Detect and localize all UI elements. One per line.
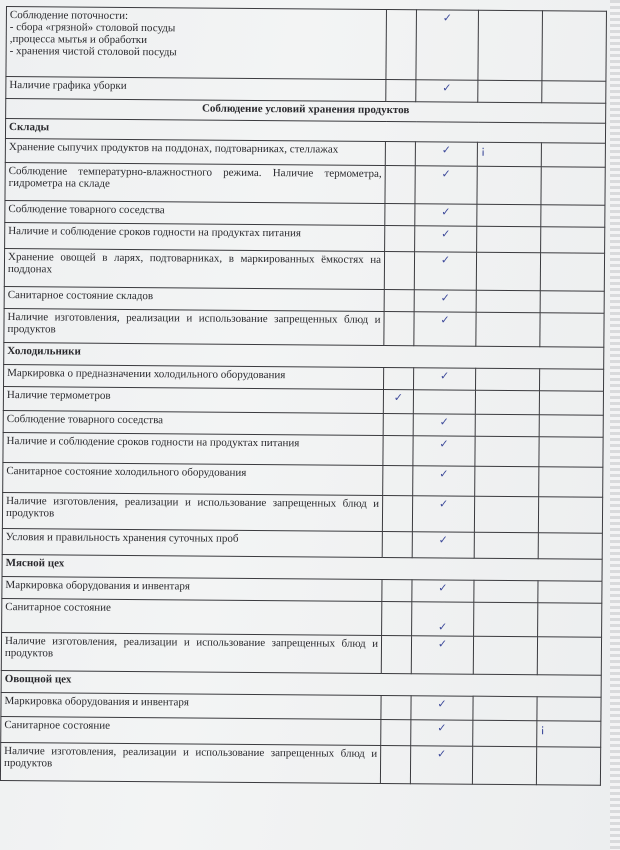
check-mark: ✓ xyxy=(415,226,477,252)
table-row xyxy=(1,632,601,675)
check-mark: ✓ xyxy=(412,496,474,532)
criterion-line: - хранения чистой столовой посуды xyxy=(9,45,177,59)
check-mark: ✓ xyxy=(414,252,476,290)
table-row xyxy=(6,7,607,82)
check-mark: ✓ xyxy=(410,746,472,784)
empty-cell xyxy=(542,11,607,82)
empty-cell xyxy=(539,415,603,438)
check-mark: ✓ xyxy=(415,166,477,204)
empty-cell xyxy=(541,167,605,206)
check-mark: ✓ xyxy=(412,532,474,558)
empty-cell xyxy=(383,465,413,495)
section-title: Соблюдение условий хранения продуктов xyxy=(6,99,606,124)
empty-cell xyxy=(473,636,537,675)
category-title: Овощной цех xyxy=(1,670,601,697)
empty-cell xyxy=(475,414,539,437)
empty-cell xyxy=(538,603,602,638)
empty-cell xyxy=(540,253,604,292)
criterion-text: Наличие изготовления, реализации и использование запрещенных блюд и продуктов xyxy=(2,492,382,531)
empty-cell xyxy=(475,368,539,391)
criterion-text: Соблюдение товарного соседства xyxy=(3,410,383,435)
check-mark: ✓ xyxy=(383,389,413,413)
empty-cell xyxy=(385,141,415,165)
category-title: Холодильники xyxy=(4,342,604,369)
check-mark: ✓ xyxy=(414,312,476,346)
criterion-text: Наличие и соблюдение сроков годности на продуктах питания xyxy=(5,222,385,251)
empty-cell xyxy=(478,10,543,81)
check-mark: ✓ xyxy=(413,466,475,496)
empty-cell xyxy=(384,289,414,311)
criterion-text: Наличие изготовления, реализации и использование запрещенных блюд и продуктов xyxy=(1,632,381,673)
empty-cell xyxy=(539,467,603,498)
empty-cell xyxy=(537,637,601,676)
criterion-text: Наличие изготовления, реализации и использование запрещенных блюд и продуктов xyxy=(4,308,384,345)
empty-cell xyxy=(381,695,411,719)
check-mark: ✓ xyxy=(416,10,479,80)
empty-cell xyxy=(382,579,412,601)
empty-cell xyxy=(476,312,540,347)
empty-cell xyxy=(381,719,411,745)
table-row xyxy=(2,598,602,637)
empty-cell xyxy=(538,581,602,604)
empty-cell xyxy=(382,531,412,557)
empty-cell xyxy=(541,205,605,228)
criterion-text: Санитарное состояние xyxy=(2,598,382,635)
check-mark: ✓ xyxy=(413,414,475,436)
check-mark: ✓ xyxy=(411,720,473,746)
empty-cell xyxy=(541,227,605,254)
criterion-text: Наличие изготовления, реализации и использование запрещенных блюд и продуктов xyxy=(0,742,380,783)
criterion-line: ,процесса мытья и обработки xyxy=(9,33,148,47)
criterion-text: Санитарное состояние xyxy=(1,716,381,745)
empty-cell xyxy=(383,367,413,389)
criterion-line: Соблюдение поточности: xyxy=(9,9,129,22)
criterion-text: Хранение сыпучих продуктов на поддонах, подтоварниках, стеллажах xyxy=(5,138,385,165)
check-mark: ✓ xyxy=(414,290,476,312)
criterion-text: Условия и правильность хранения суточных проб xyxy=(2,528,382,557)
empty-cell xyxy=(380,745,410,783)
check-mark: ✓ xyxy=(416,80,478,102)
empty-cell xyxy=(541,143,605,168)
empty-cell xyxy=(383,435,413,465)
table-row xyxy=(0,742,600,785)
criterion-text: Маркировка о предназначении холодильного оборудования xyxy=(4,364,384,389)
table-row xyxy=(2,492,602,533)
criterion-text: Санитарное состояние складов xyxy=(4,286,384,311)
empty-cell xyxy=(474,496,538,533)
empty-cell xyxy=(385,225,415,251)
empty-cell xyxy=(386,79,416,101)
empty-cell xyxy=(536,747,600,786)
criterion-cell xyxy=(6,7,387,80)
criterion-text: Соблюдение товарного соседства xyxy=(5,200,385,225)
empty-cell xyxy=(475,466,539,497)
empty-cell xyxy=(477,166,541,205)
criterion-text: Санитарное состояние холодильного оборудования xyxy=(3,462,383,495)
empty-cell xyxy=(539,391,603,416)
criterion-text: Хранение овощей в ларях, подтоварниках, в маркированных ёмкостях на поддонах xyxy=(4,248,384,289)
criterion-text: Наличие и соблюдение сроков годности на продуктах питания xyxy=(3,432,383,465)
empty-cell xyxy=(538,533,602,560)
empty-cell xyxy=(383,413,413,435)
empty-cell xyxy=(413,390,475,414)
check-mark: ✓ xyxy=(412,602,474,636)
empty-cell xyxy=(382,495,412,531)
inspection-checklist-table xyxy=(0,6,607,786)
empty-cell xyxy=(474,532,538,559)
check-mark: ✓ xyxy=(411,696,473,720)
category-title: Мясной цех xyxy=(2,554,602,581)
empty-cell xyxy=(476,252,540,291)
empty-cell xyxy=(540,291,604,314)
criterion-text: Маркировка оборудования и инвентаря xyxy=(2,576,382,601)
empty-cell xyxy=(472,746,536,785)
empty-cell xyxy=(475,436,539,467)
empty-cell xyxy=(384,251,414,289)
empty-cell xyxy=(385,203,415,225)
empty-cell xyxy=(474,602,538,637)
empty-cell xyxy=(474,580,538,603)
empty-cell xyxy=(475,390,539,415)
empty-cell xyxy=(538,497,602,534)
category-title: Склады xyxy=(5,119,605,144)
check-mark: ✓ xyxy=(415,204,477,226)
empty-cell xyxy=(476,290,540,313)
criterion-text: Наличие термометров xyxy=(3,386,383,413)
criterion-text: Наличие графика уборки xyxy=(6,77,386,102)
empty-cell xyxy=(473,720,537,747)
empty-cell xyxy=(542,81,606,104)
paper-edge xyxy=(610,0,620,850)
empty-cell xyxy=(539,369,603,392)
table-row xyxy=(4,248,604,291)
criterion-line: - сбора «грязной» столовой посуды xyxy=(9,21,176,35)
empty-cell xyxy=(386,9,417,79)
check-mark: ✓ xyxy=(411,636,473,674)
empty-cell xyxy=(385,165,415,203)
stray-mark: ¡ xyxy=(477,142,541,167)
check-mark: ✓ xyxy=(413,436,475,466)
empty-cell xyxy=(539,437,603,468)
table-row xyxy=(4,308,604,347)
check-mark: ✓ xyxy=(412,580,474,602)
empty-cell xyxy=(478,80,542,103)
empty-cell xyxy=(473,696,537,721)
empty-cell xyxy=(540,313,604,348)
empty-cell xyxy=(384,311,414,345)
table-row xyxy=(3,432,603,467)
empty-cell xyxy=(477,204,541,227)
empty-cell xyxy=(477,226,541,253)
empty-cell xyxy=(537,697,601,722)
table-row xyxy=(3,462,603,497)
check-mark: ✓ xyxy=(413,368,475,390)
stray-mark: ¡ xyxy=(537,721,601,748)
empty-cell xyxy=(382,601,412,635)
table-row xyxy=(5,162,605,205)
criterion-text: Маркировка оборудования и инвентаря xyxy=(1,692,381,719)
check-mark: ✓ xyxy=(415,142,477,166)
criterion-text: Соблюдение температурно-влажностного режима. Наличие термометра, гидрометра на складе xyxy=(5,162,385,203)
empty-cell xyxy=(381,635,411,673)
